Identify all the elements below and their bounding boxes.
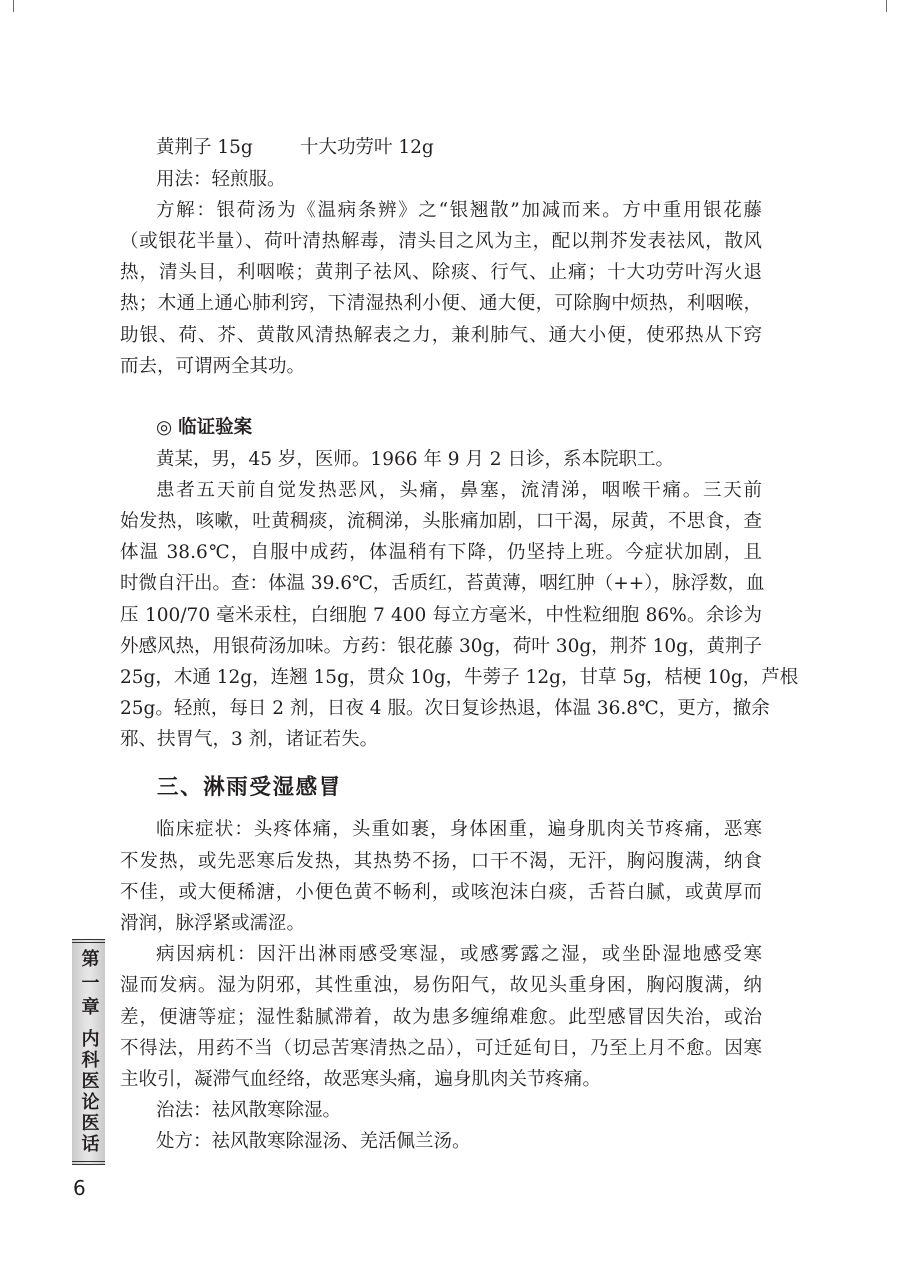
paragraph-line: 不发热，或先恶寒后发热，其热势不扬，口干不渴，无汗，胸闷腹满，纳食 — [120, 850, 762, 872]
paragraph-line: 外感风热，用银荷汤加味。方药：银花藤 30g，荷叶 30g，荆芥 10g，黄荆子 — [120, 635, 762, 657]
paragraph-line: 压 100/70 毫米汞柱，白细胞 7 400 每立方毫米，中性粒细胞 86%。余诊为 — [120, 604, 762, 626]
crop-mark-left — [13, 0, 14, 12]
treatment-line: 治法：祛风散寒除湿。 — [156, 1100, 342, 1122]
paragraph-line: 体温 38.6℃，自服中成药，体温稍有下降，仍坚持上班。今症状加剧，且 — [120, 542, 762, 564]
paragraph-line: 患者五天前自觉发热恶风，头痛，鼻塞，流清涕，咽喉干痛。三天前 — [156, 479, 762, 501]
paragraph-line: 主收引，凝滞气血经络，故恶寒头痛，遍身肌肉关节疼痛。 — [120, 1068, 602, 1090]
paragraph-line: 差，便溏等症；湿性黏腻滞着，故为患多缠绵难愈。此型感冒因失治，或治 — [120, 1006, 762, 1028]
paragraph-line: 邪、扶胃气，3 剂，诸证若失。 — [120, 729, 379, 751]
section-body — [120, 814, 762, 1157]
prescription-line: 处方：祛风散寒除湿汤、羌活佩兰汤。 — [156, 1131, 471, 1153]
paragraph-line: 25g，木通 12g，连翘 15g，贯众 10g，牛蒡子 12g，甘草 5g，桔梗 10g，芦根 — [120, 666, 799, 688]
section-heading: 三、淋雨受湿感冒 — [157, 775, 342, 800]
paragraph-line: 不得法，用药不当（切忌苦寒清热之品），可迁延旬日，乃至上月不愈。因寒 — [120, 1037, 762, 1059]
case-heading-label: 临证验案 — [178, 417, 253, 439]
paragraph-line: 25g。轻煎，每日 2 剂，日夜 4 服。次日复诊热退，体温 36.8℃，更方，撤余 — [120, 698, 770, 720]
case-study-block — [120, 412, 799, 755]
paragraph-line: 不佳，或大便稀溏，小便色黄不畅利，或咳泡沫白痰，舌苔白腻，或黄厚而 — [120, 881, 762, 903]
herb-item: 黄荆子 15g — [156, 137, 253, 159]
paragraph-line: 始发热，咳嗽，吐黄稠痰，流稠涕，头胀痛加剧，口干渴，尿黄，不思食，查 — [120, 510, 762, 532]
paragraph-line: 方解：银荷汤为《温病条辨》之“银翘散”加减而来。方中重用银花藤 — [156, 199, 762, 221]
usage-line: 用法：轻煎服。 — [156, 168, 286, 190]
chapter-title: 内科医论医话 — [78, 1029, 100, 1155]
circle-bullet-icon: ◎ — [156, 417, 173, 439]
paragraph-line: 助银、荷、芥、黄散风清热解表之力，兼利肺气、通大小便，使邪热从下窍 — [120, 324, 762, 346]
paragraph-line: 热；木通上通心肺利窍，下清湿热利小便、通大便，可除胸中烦热，利咽喉， — [120, 293, 762, 315]
crop-mark-right — [886, 0, 887, 12]
case-heading — [120, 412, 762, 443]
paragraph-line: 滑润，脉浮紧或濡涩。 — [120, 912, 306, 934]
chapter-side-tab — [72, 939, 105, 1165]
page-number: 6 — [73, 1176, 86, 1200]
paragraph-line: （或银花半量）、荷叶清热解毒，清头目之风为主，配以荆芥发表祛风，散风 — [120, 230, 762, 252]
herb-row — [120, 132, 762, 163]
paragraph-line: 而去，可谓两全其功。 — [120, 355, 306, 377]
paragraph-line: 临床症状：头疼体痛，头重如裹，身体困重，遍身肌肉关节疼痛，恶寒 — [156, 819, 762, 841]
herb-item: 十大功劳叶 12g — [300, 137, 434, 159]
chapter-number: 第一章 — [78, 949, 100, 1021]
paragraph-line: 时微自汗出。查：体温 39.6℃，舌质红，苔黄薄，咽红肿（++），脉浮数，血 — [120, 573, 765, 595]
prescription-explanation-block — [120, 132, 762, 382]
paragraph-line: 热，清头目，利咽喉；黄荆子祛风、除痰、行气、止痛；十大功劳叶泻火退 — [120, 262, 762, 284]
paragraph-line: 病因病机：因汗出淋雨感受寒湿，或感雾露之湿，或坐卧湿地感受寒 — [156, 944, 762, 966]
paragraph-line: 湿而发病。湿为阴邪，其性重浊，易伤阳气，故见头重身困，胸闷腹满，纳 — [120, 975, 762, 997]
case-intro: 黄某，男，45 岁，医师。1966 年 9 月 2 日诊，系本院职工。 — [156, 448, 674, 470]
